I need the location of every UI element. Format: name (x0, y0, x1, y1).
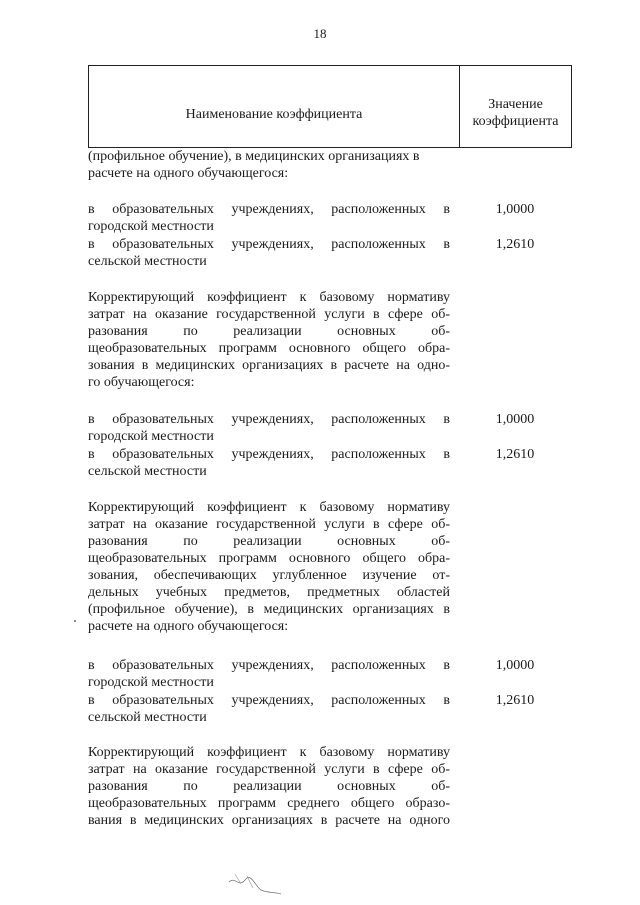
text-line: (профильное обучение), в медицинских организациях в (88, 602, 450, 617)
text-line: вания в медицинских организациях в расчете на одного (88, 813, 450, 828)
text-line: разования по реализации основных об- (88, 779, 450, 794)
scan-dot (74, 620, 76, 622)
table-header (88, 65, 572, 148)
text-line: в образовательных учреждениях, расположенных в (88, 693, 450, 708)
text-line: затрат на оказание государственной услуги в сфере об- (88, 762, 450, 777)
coefficient-name-header: Наименование коэффициента (185, 106, 363, 122)
text-line: Корректирующий коэффициент к базовому нормативу (88, 290, 450, 305)
text-line: затрат на оказание государственной услуги в сфере об- (88, 307, 450, 322)
text-line: городской местности (88, 429, 214, 444)
coefficient-value: 1,2610 (495, 447, 535, 462)
text-line: (профильное обучение), в медицинских организациях в (88, 149, 420, 164)
value-header-line2: коэффициента (472, 113, 559, 129)
text-line: го обучающегося: (88, 375, 195, 390)
text-line: в образовательных учреждениях, расположенных в (88, 658, 450, 673)
coefficient-value: 1,0000 (495, 658, 535, 673)
value-header-line1: Значение (488, 96, 543, 112)
text-line: Корректирующий коэффициент к базовому нормативу (88, 500, 450, 515)
text-line: щеобразовательных программ среднего общего образо- (88, 796, 450, 811)
text-line: щеобразовательных программ основного общего обра- (88, 551, 450, 566)
text-line: зования в медицинских организациях в расчете на одно- (88, 358, 450, 373)
coefficient-value: 1,0000 (495, 412, 535, 427)
coefficient-value: 1,0000 (495, 202, 535, 217)
coefficient-value: 1,2610 (495, 237, 535, 252)
text-line: городской местности (88, 219, 214, 234)
text-line: разования по реализации основных об- (88, 324, 450, 339)
text-line: зования, обеспечивающих углубленное изучение от- (88, 568, 450, 583)
text-line: расчете на одного обучающегося: (88, 619, 289, 634)
handwritten-mark-icon (225, 868, 285, 898)
coefficient-value: 1,2610 (495, 693, 535, 708)
text-line: щеобразовательных программ основного общего обра- (88, 341, 450, 356)
text-line: в образовательных учреждениях, расположенных в (88, 237, 450, 252)
text-line: затрат на оказание государственной услуги в сфере об- (88, 517, 450, 532)
text-line: сельской местности (88, 464, 207, 479)
text-line: расчете на одного обучающегося: (88, 166, 289, 181)
text-line: в образовательных учреждениях, расположенных в (88, 447, 450, 462)
text-line: сельской местности (88, 710, 207, 725)
coefficient-value-header (460, 66, 571, 147)
text-line: разования по реализации основных об- (88, 534, 450, 549)
text-line: городской местности (88, 675, 214, 690)
text-line: в образовательных учреждениях, расположенных в (88, 202, 450, 217)
page-number: 18 (313, 26, 327, 41)
text-line: дельных учебных предметов, предметных областей (88, 585, 450, 600)
text-line: сельской местности (88, 254, 207, 269)
text-line: в образовательных учреждениях, расположенных в (88, 412, 450, 427)
text-line: Корректирующий коэффициент к базовому нормативу (88, 745, 450, 760)
